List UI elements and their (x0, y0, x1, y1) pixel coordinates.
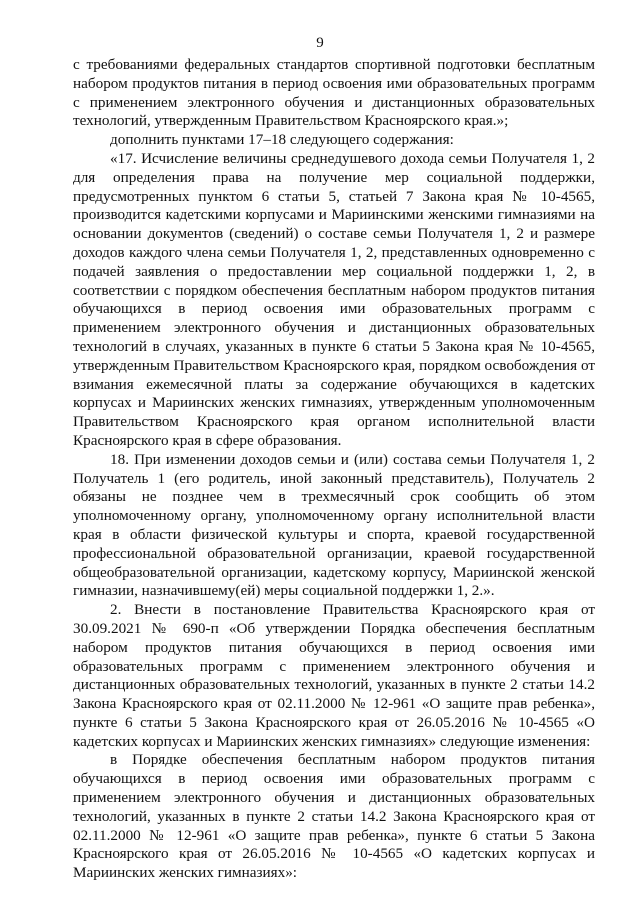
document-body (73, 56, 595, 883)
paragraph-procedure: в Порядке обеспечения бесплатным набором продуктов питания обучающихся в период освоения ими образовательных программ с применением электронного обучения и дистанционных образовательных технологий, указанных в пункте 2 статьи 14.2 Закона Красноярского края от 02.11.2000 № 12-961 «О защите прав ребенка», пункте 6 статьи 5 Закона Красноярского края от 26.05.2016 № 10-4565 «О кадетских корпусах и Мариинских женских гимназиях»: (73, 751, 595, 882)
paragraph-item-17: «17. Исчисление величины среднедушевого дохода семьи Получателя 1, 2 для определения права на получение мер социальной поддержки, предусмотренных пунктом 6 статьи 5, статьей 7 Закона края № 10-4565, производится кадетскими корпусами и Мариинскими женскими гимназиями на основании документов (сведений) о составе семьи Получателя 1, 2 и размере доходов каждого члена семьи Получателя 1, 2, представленных одновременно с подачей заявления о предоставлении мер социальной поддержки 1, 2, в соответствии с порядком обеспечения бесплатным набором продуктов питания обучающихся в период освоения ими образовательных программ с применением электронного обучения и дистанционных образовательных технологий в случаях, указанных в пункте 6 статьи 5 Закона края № 10-4565, утвержденным Правительством Красноярского края, порядком освобождения от взимания ежемесячной платы за содержание обучающихся в кадетских корпусах и Мариинских женских гимназиях, утвержденным уполномоченным Правительством Красноярского края органом исполнительной власти Красноярского края в сфере образования. (73, 149, 595, 449)
paragraph-continuation: с требованиями федеральных стандартов спортивной подготовки бесплатным набором продуктов питания в период освоения ими образовательных программ с применением электронного обучения и дистанционных образовательных технологий, утвержденным Правительством Красноярского края.»; (73, 56, 595, 130)
paragraph-amend-intro: дополнить пунктами 17–18 следующего содержания: (110, 131, 454, 149)
page-number: 9 (316, 35, 324, 51)
paragraph-section-2: 2. Внести в постановление Правительства Красноярского края от 30.09.2021 № 690-п «Об утверждении Порядка обеспечения бесплатным набором продуктов питания обучающихся в период освоения ими образовательных программ с применением электронного обучения и дистанционных образовательных технологий, указанных в пункте 2 статьи 14.2 Закона Красноярского края от 02.11.2000 № 12-961 «О защите прав ребенка», пункте 6 статьи 5 Закона Красноярского края от 26.05.2016 № 10-4565 «О кадетских корпусах и Мариинских женских гимназиях» следующие изменения: (73, 601, 595, 750)
paragraph-item-18: 18. При изменении доходов семьи и (или) состава семьи Получателя 1, 2 Получатель 1 (его родитель, иной законный представитель), Получатель 2 обязаны не позднее чем в трехмесячный срок сообщить об этом уполномоченному органу, уполномоченному органу исполнительной власти края в области физической культуры и спорта, краевой государственной профессиональной образовательной организации, краевой государственной общеобразовательной организации, кадетскому корпусу, Мариинской женской гимназии, назначившему(ей) меры социальной поддержки 1, 2.». (73, 450, 595, 600)
